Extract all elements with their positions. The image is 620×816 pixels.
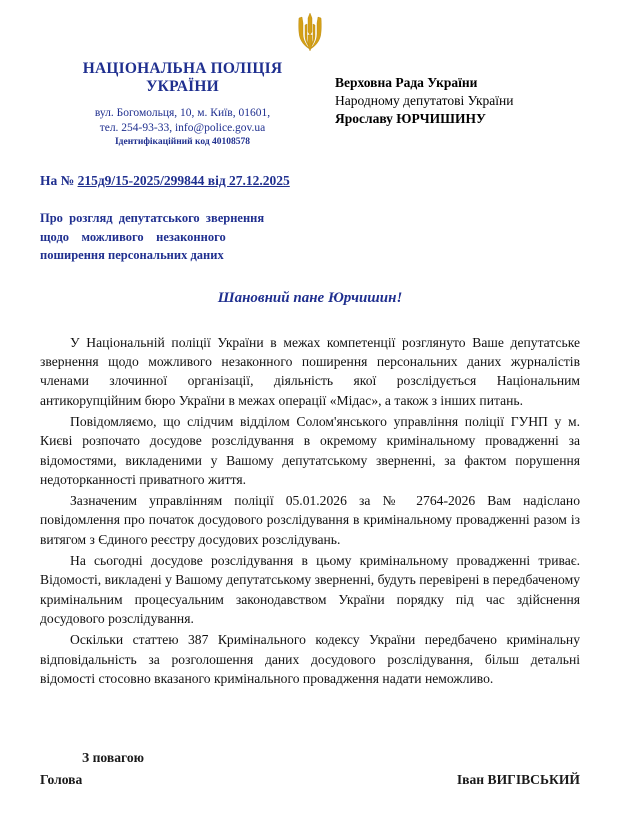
signature-name: Іван ВИГІВСЬКИЙ [456, 772, 580, 787]
body-paragraph-3: Зазначеним управлінням поліції 05.01.2026 за № 2764-2026 Вам надіслано повідомлення про початок досудового розслідування в кримінальному провадженні разом із витягом з Єдиного реєстру досудових розслідувань. [40, 493, 580, 547]
body-text [40, 333, 580, 688]
reference-value: 215д9/15-2025/299844 від 27.12.2025 [77, 173, 290, 189]
ukraine-trident-emblem-icon [295, 12, 325, 54]
signature-block [40, 750, 580, 788]
reference-line [40, 173, 580, 189]
addressee-line2: Народному депутатові України [335, 92, 514, 108]
subject-line3: поширення персональних даних [40, 247, 224, 262]
reference-label: На № [40, 173, 78, 189]
subject-block [40, 209, 285, 263]
organization-code: Ідентифікаційний код 40108578 [114, 137, 250, 148]
subject-line1: Про розгляд депутатського звернення [40, 211, 265, 226]
organization-title [40, 60, 325, 97]
organization-contacts [40, 106, 325, 136]
organization-title-line1: НАЦІОНАЛЬНА ПОЛІЦІЯ [82, 60, 283, 77]
signature-row [40, 772, 580, 788]
salutation: Шановний пане Юрчишин! [217, 289, 403, 306]
addressee-line3: Ярославу ЮРЧИШИНУ [335, 110, 486, 126]
letterhead [40, 60, 580, 147]
organization-block [40, 60, 325, 147]
body-paragraph-2: Повідомляємо, що слідчим відділом Солом'янського управління поліції ГУНП у м. Києві розпочато досудове розслідування в окремому кримінальному провадженні за відомостями, викладеними у Вашому депутатському зверненні, за фактом порушення недоторканності приватного життя. [40, 414, 580, 487]
signature-regards: З повагою [82, 750, 145, 765]
body-paragraph-1: У Національній поліції України в межах компетенції розглянуто Ваше депутатське звернення щодо можливого незаконного поширення персональних даних журналістів членами злочинної організації, діяльність якої розслідується Національним антикорупційним бюро України в межах операції «Мідас», а також з інших питань. [40, 334, 580, 408]
body-paragraph-4: На сьогодні досудове розслідування в цьому кримінальному провадженні триває. Відомості, викладені у Вашому депутатському зверненні, будуть перевірені в передбаченому кримінальним процесуальним законодавством України порядку під час здійснення досудового розслідування. [40, 553, 580, 626]
subject-line2: щодо можливого незаконного [40, 229, 226, 244]
organization-address: вул. Богомольця, 10, м. Київ, 01601, [94, 106, 271, 119]
organization-phone-email: тел. 254-93-33, info@police.gov.ua [99, 121, 266, 134]
addressee-line1: Верховна Рада України [335, 75, 478, 90]
organization-title-line2: УКРАЇНИ [146, 78, 219, 96]
body-paragraph-5: Оскільки статтею 387 Кримінального кодексу України передбачено кримінальну відповідальність за розголошення даних досудового розслідування, більш детальні відомості стосовно вказаного кримінального провадження надати неможливо. [40, 632, 580, 686]
emblem-container [40, 12, 580, 56]
signature-title: Голова [40, 772, 83, 787]
addressee-block [335, 60, 580, 127]
